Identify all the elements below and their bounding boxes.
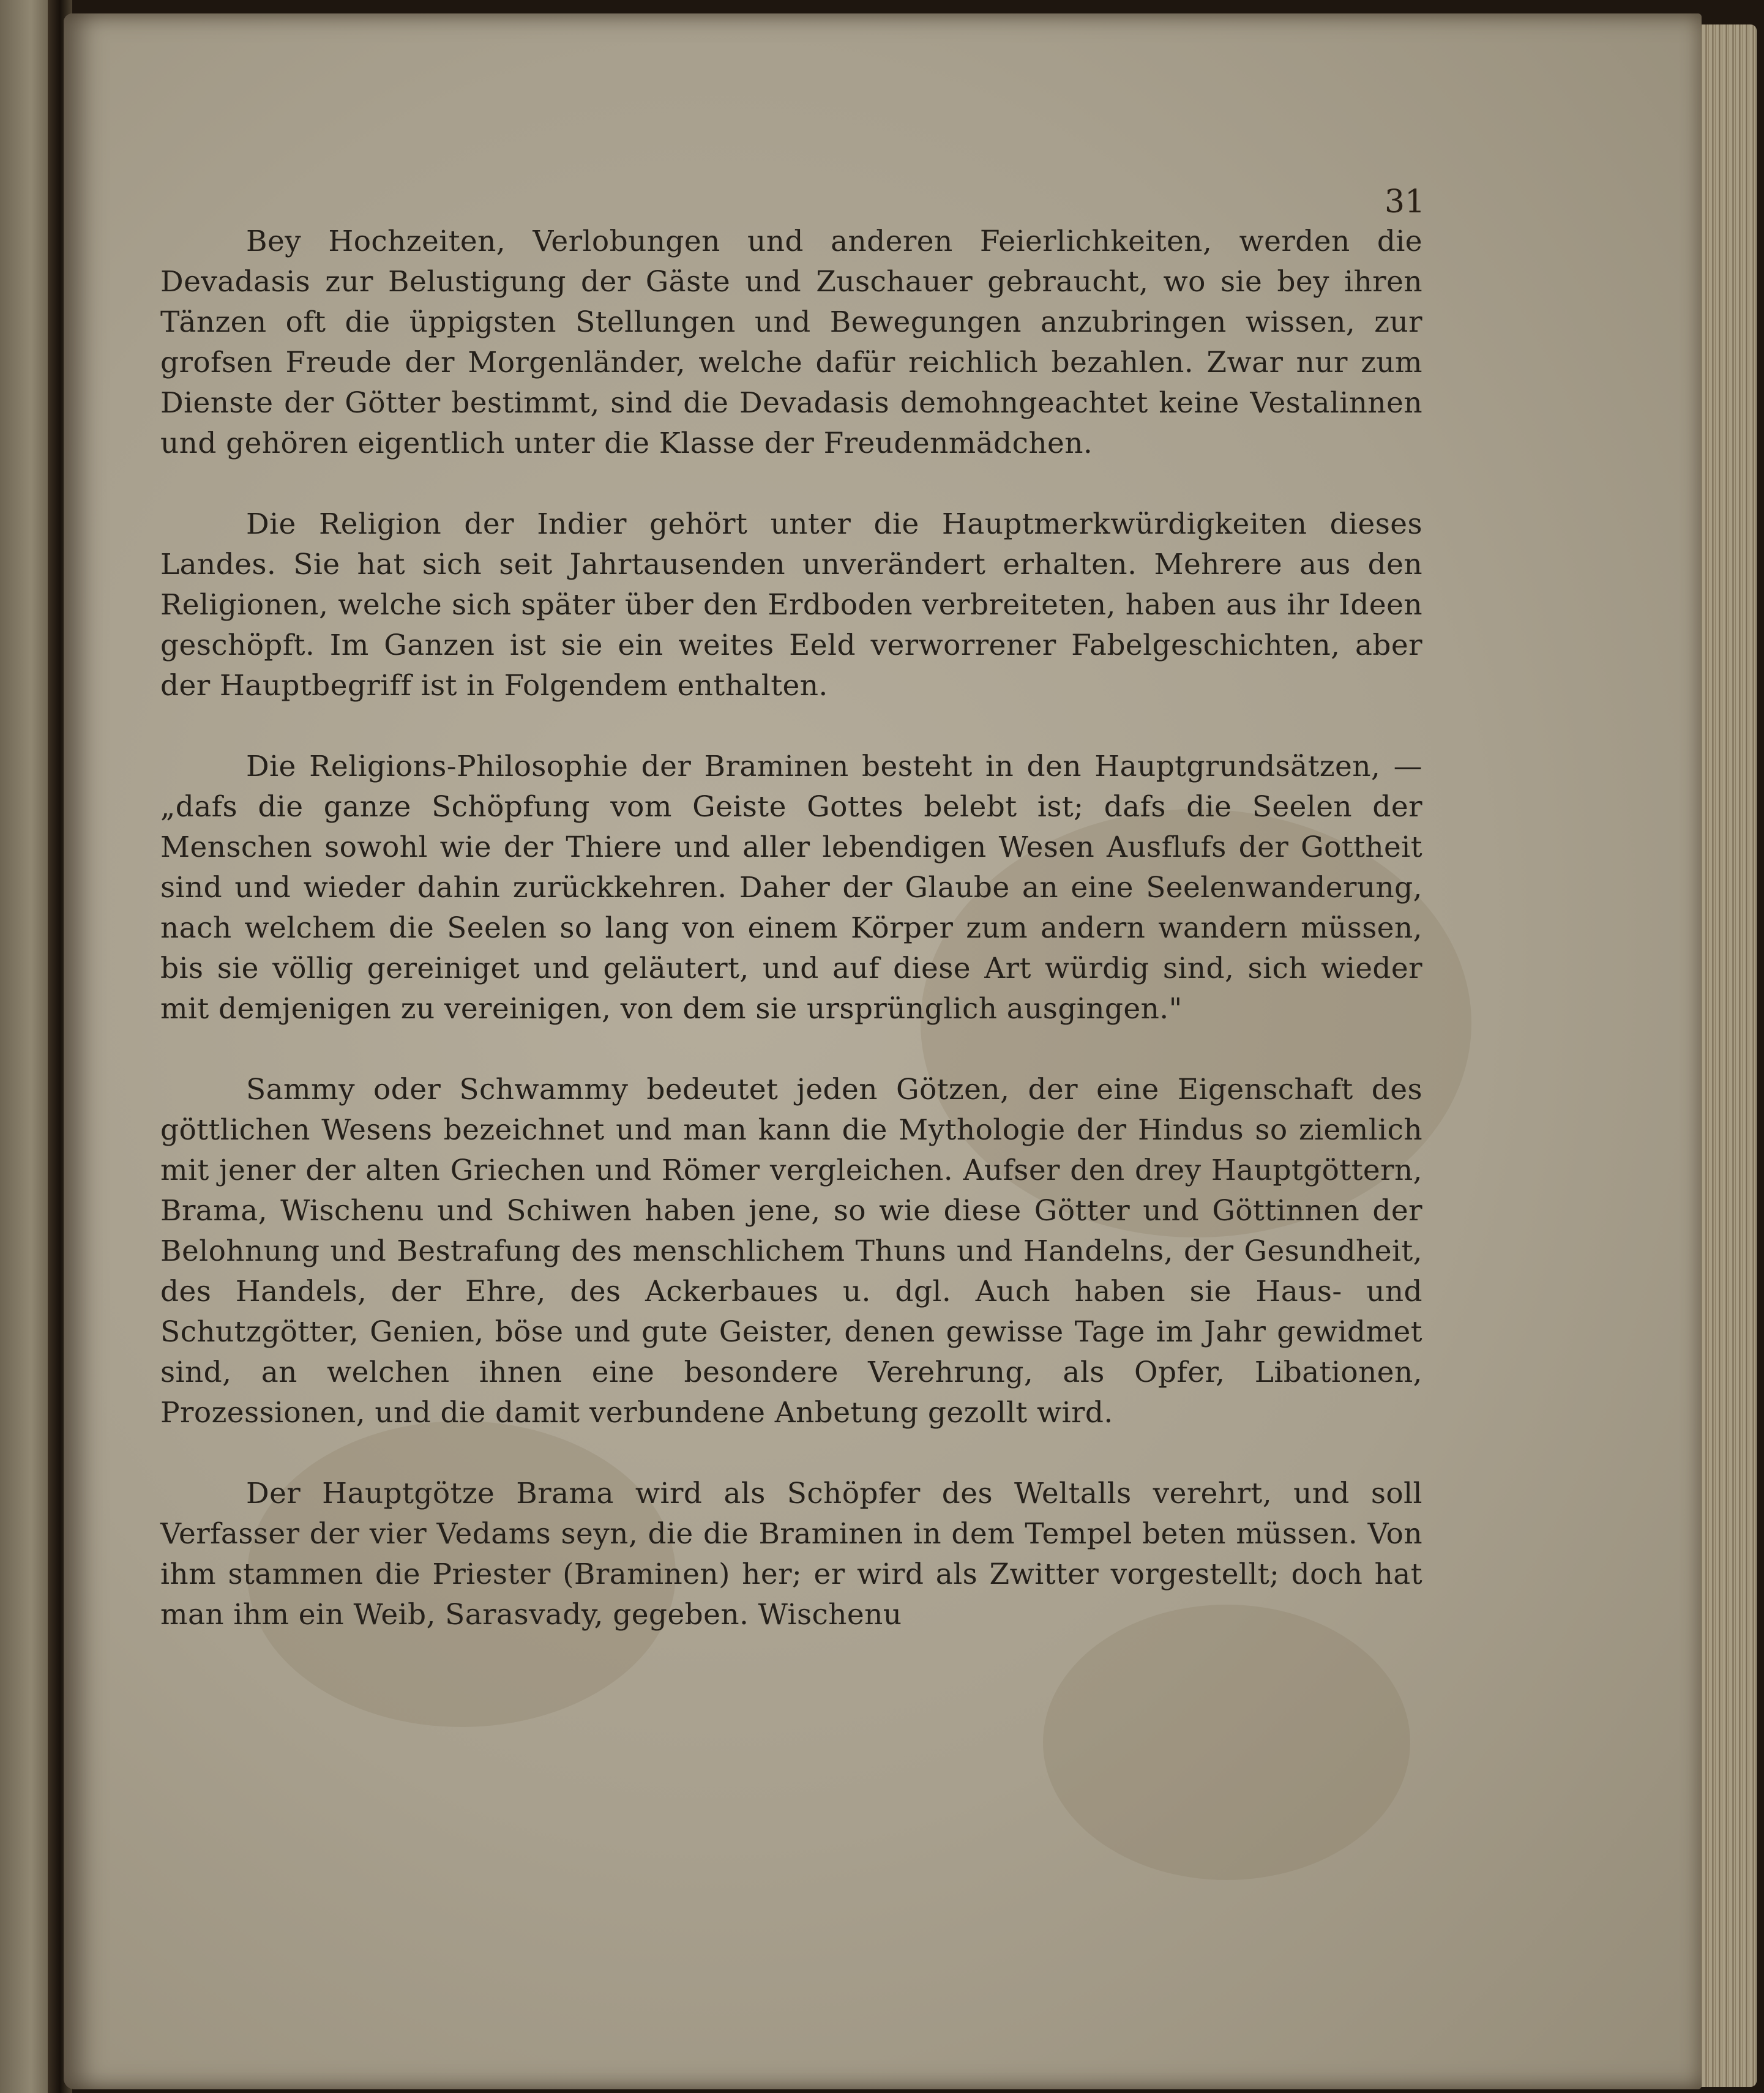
paragraph: Die Religion der Indier gehört unter die Hauptmerkwürdigkeiten dieses Landes. Sie hat sich seit Jahrtausenden unverändert erhalten. Mehrere aus den Religionen, welche sich später über den Erdboden verbreiteten, haben aus ihr Ideen geschöpft. Im Ganzen ist sie ein weites Eeld verworrener Fabelgeschichten, aber der Hauptbegriff ist in Folgendem enthalten. [160,507,1422,703]
paragraph: Bey Hochzeiten, Verlobungen und anderen Feierlichkeiten, werden die Devadasis zur Belustigung der Gäste und Zuschauer gebraucht, wo sie bey ihren Tänzen oft die üppigsten Stellungen und Bewegungen anzubringen wissen, zur grofsen Freude der Morgenländer, welche dafür reichlich bezahlen. Zwar nur zum Dienste der Götter bestimmt, sind die Devadasis demohngeachtet keine Vestalinnen und gehören eigentlich unter die Klasse der Freudenmädchen. [160,225,1422,460]
page-body-text [160,222,1422,1635]
paragraph: Der Hauptgötze Brama wird als Schöpfer des Weltalls verehrt, und soll Verfasser der vier Vedams seyn, die die Braminen in dem Tempel beten müssen. Von ihm stammen die Priester (Braminen) her; er wird als Zwitter vorgestellt; doch hat man ihm ein Weib, Sarasvady, gegeben. Wischenu [160,1477,1422,1632]
paper-stain [1043,1605,1410,1880]
paragraph: Die Religions-Philosophie der Braminen besteht in den Hauptgrundsätzen, — „dafs die ganze Schöpfung vom Geiste Gottes belebt ist; dafs die Seelen der Menschen sowohl wie der Thiere und aller lebendigen Wesen Ausflufs der Gottheit sind und wieder dahin zurückkehren. Daher der Glaube an eine Seelenwanderung, nach welchem die Seelen so lang von einem Körper zum andern wandern müssen, bis sie völlig gereiniget und geläutert, und auf diese Art würdig sind, sich wieder mit demjenigen zu vereinigen, von dem sie ursprünglich ausgingen." [160,750,1422,1026]
page-stack-edge [1695,24,1757,2087]
page-number: 31 [1385,184,1426,220]
paragraph: Sammy oder Schwammy bedeutet jeden Götzen, der eine Eigenschaft des göttlichen Wesens bezeichnet und man kann die Mythologie der Hindus so ziemlich mit jener der alten Griechen und Römer vergleichen. Aufser den drey Hauptgöttern, Brama, Wischenu und Schiwen haben jene, so wie diese Götter und Göttinnen der Belohnung und Bestrafung des menschlichem Thuns und Handelns, der Gesundheit, des Handels, der Ehre, des Ackerbaues u. dgl. Auch haben sie Haus- und Schutzgötter, Genien, böse und gute Geister, denen gewisse Tage im Jahr gewidmet sind, an welchen ihnen eine besondere Verehrung, als Opfer, Libationen, Prozessionen, und die damit verbundene Anbetung gezollt wird. [160,1073,1422,1430]
